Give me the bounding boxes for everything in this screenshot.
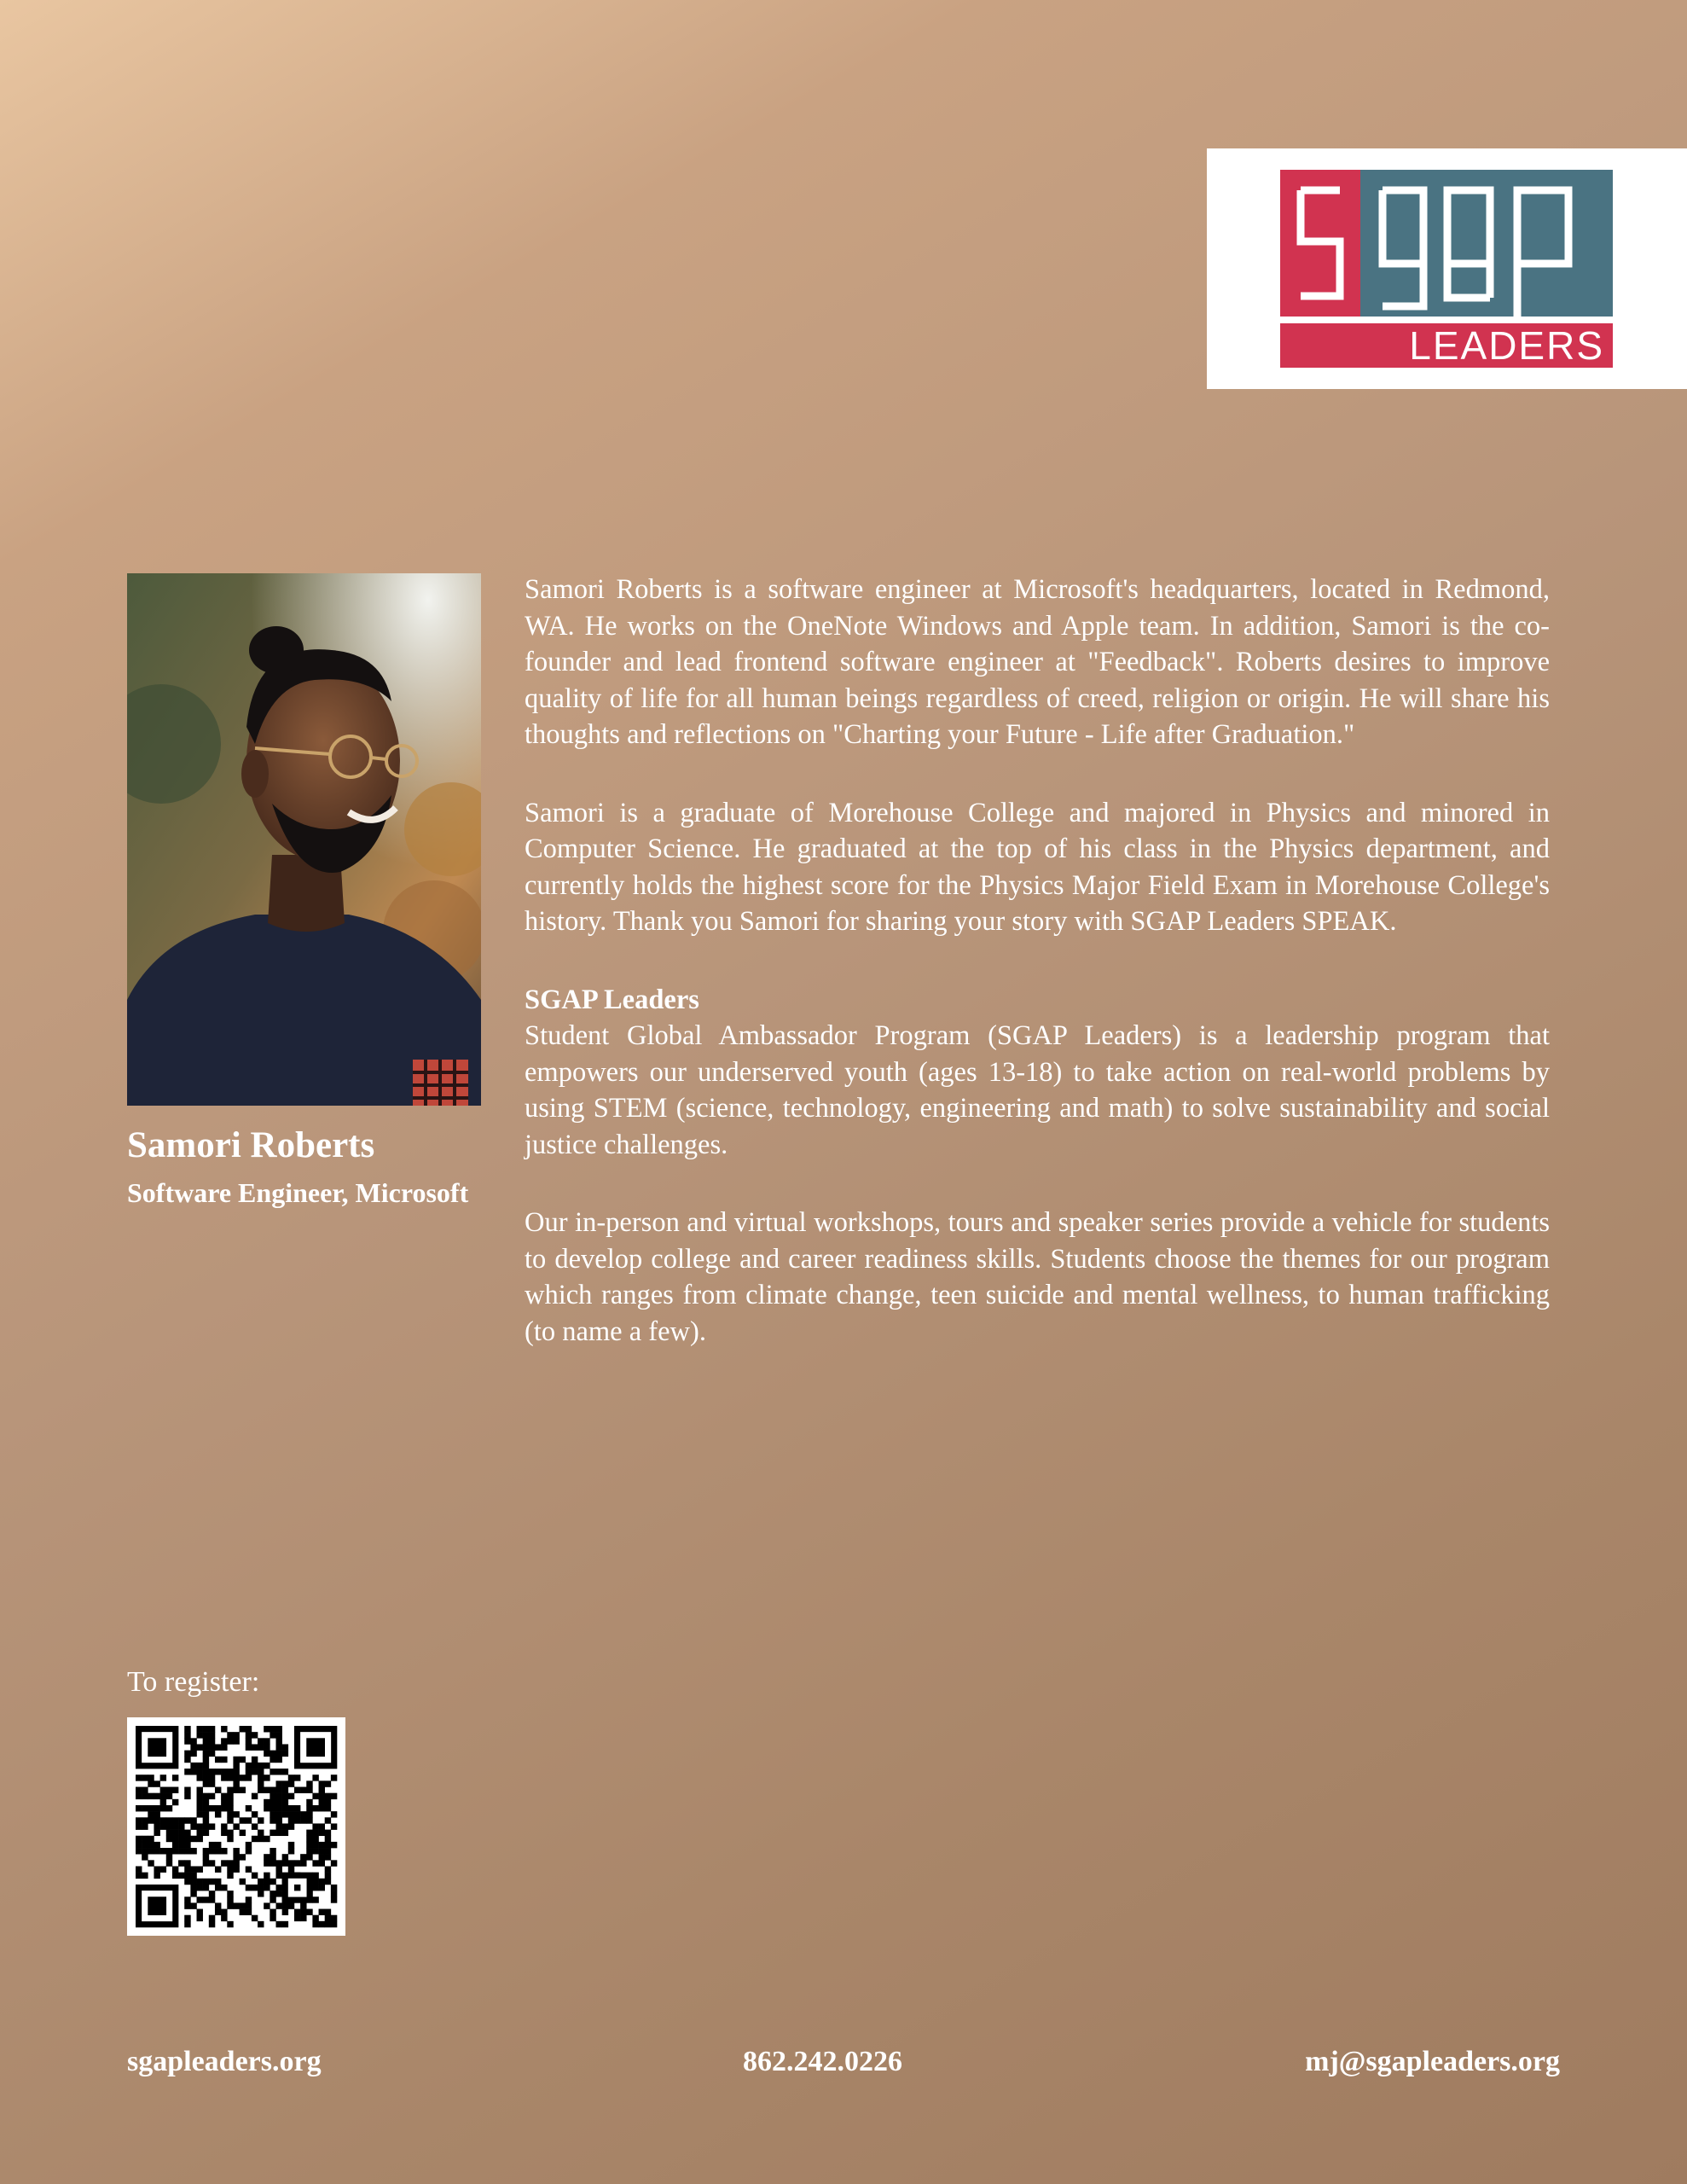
section-heading: SGAP Leaders	[525, 984, 699, 1015]
bio-paragraph: Samori is a graduate of Morehouse College and majored in Physics and minored in Computer Science. He graduated at the top of his class in the Physics department, and currently holds the highest score for the Physics Major Field Exam in Morehouse College's history. Thank you Samori for sharing your story with SGAP Leaders SPEAK.	[525, 797, 1550, 937]
speaker-name: Samori Roberts	[127, 1125, 375, 1165]
speaker-title: Software Engineer, Microsoft	[127, 1177, 469, 1208]
footer-phone[interactable]: 862.242.0226	[743, 2046, 902, 2077]
bio-paragraph: Samori Roberts is a software engineer at Microsoft's headquarters, located in Redmond, WA. He works on the OneNote Windows and Apple team. In addition, Samori is the co-founder and lead frontend software engineer at "Feedback". Roberts desires to improve quality of life for all human beings regardless of creed, religion or origin. He will share his thoughts and reflections on "Charting your Future - Life after Graduation."	[525, 574, 1550, 750]
logo-subtitle: LEADERS	[1409, 323, 1604, 368]
qr-code-icon	[127, 1717, 345, 1936]
register-qr-code[interactable]	[127, 1717, 345, 1936]
speaker-photo	[127, 573, 481, 1106]
register-label: To register:	[127, 1666, 260, 1698]
footer-website-link[interactable]: sgapleaders.org	[127, 2046, 322, 2077]
sgap-leaders-logo	[1207, 148, 1687, 389]
footer-email-link[interactable]: mj@sgapleaders.org	[1305, 2046, 1560, 2077]
sgap-logo-mark	[1280, 170, 1613, 368]
program-paragraph: Student Global Ambassador Program (SGAP Leaders) is a leadership program that empowers our underserved youth (ages 13-18) to take action on real-world problems by using STEM (science, technology, engineering and math) to solve sustainability and social justice challenges.	[525, 1020, 1550, 1160]
bio-section	[525, 572, 1550, 1391]
program-paragraph: Our in-person and virtual workshops, tours and speaker series provide a vehicle for students to develop college and career readiness skills. Students choose the themes for our program which ranges from climate change, teen suicide and mental wellness, to human trafficking (to name a few).	[525, 1207, 1550, 1347]
